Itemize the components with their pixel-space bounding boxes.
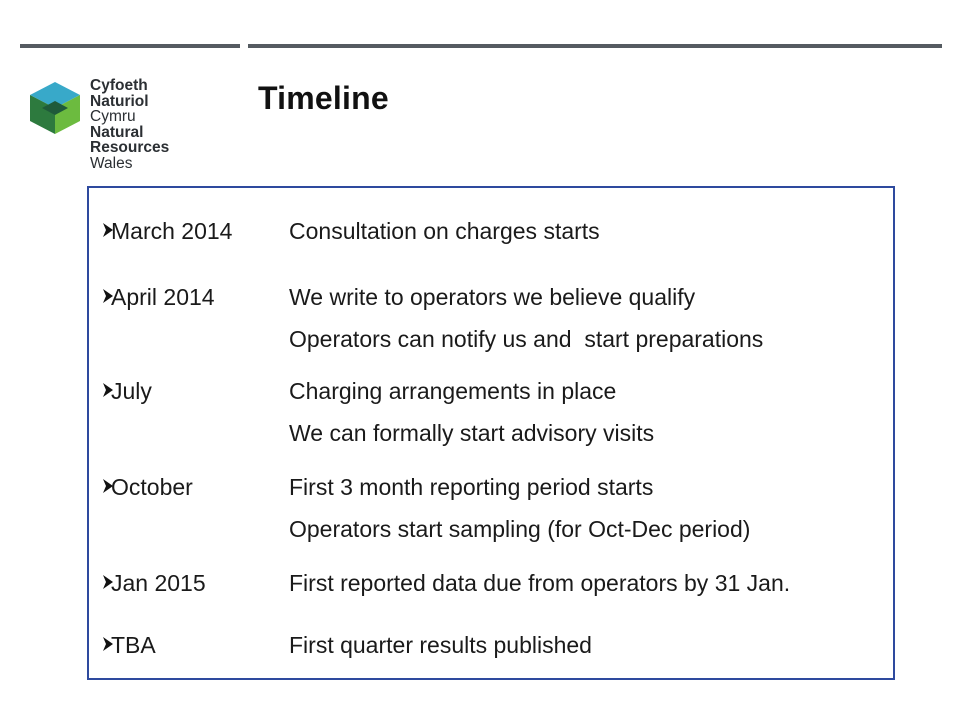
timeline-date: October bbox=[111, 474, 193, 500]
timeline-date: March 2014 bbox=[111, 218, 233, 244]
hexagon-cube-icon bbox=[28, 80, 82, 136]
page-title: Timeline bbox=[258, 80, 389, 116]
timeline-description: We can formally start advisory visits bbox=[289, 420, 655, 446]
timeline-description: First quarter results published bbox=[289, 632, 592, 658]
timeline-description: First 3 month reporting period starts bbox=[289, 474, 654, 500]
logo-line: Cyfoeth bbox=[90, 77, 148, 94]
logo-line: Wales bbox=[90, 154, 133, 172]
nrw-logo bbox=[28, 70, 198, 185]
logo-line: Naturiol bbox=[90, 92, 149, 110]
header-rule-left bbox=[20, 44, 240, 48]
timeline-description: We write to operators we believe qualify bbox=[289, 284, 696, 310]
logo-line: Natural bbox=[90, 123, 144, 141]
header-rule-right bbox=[248, 44, 942, 48]
timeline-description: Operators can notify us and start preparations bbox=[289, 326, 764, 352]
timeline-description: Operators start sampling (for Oct-Dec period) bbox=[289, 516, 751, 542]
timeline-date: Jan 2015 bbox=[111, 570, 206, 596]
timeline-description: First reported data due from operators by 31 Jan. bbox=[289, 570, 791, 596]
logo-wordmark bbox=[90, 78, 169, 171]
timeline-box bbox=[87, 186, 895, 680]
logo-line: Cymru bbox=[90, 108, 136, 125]
timeline-description: Consultation on charges starts bbox=[289, 218, 600, 244]
timeline-date: April 2014 bbox=[111, 284, 215, 310]
timeline-date: July bbox=[111, 378, 152, 404]
logo-line: Resources bbox=[90, 139, 170, 156]
timeline-date: TBA bbox=[111, 632, 156, 658]
timeline-description: Charging arrangements in place bbox=[289, 378, 617, 404]
